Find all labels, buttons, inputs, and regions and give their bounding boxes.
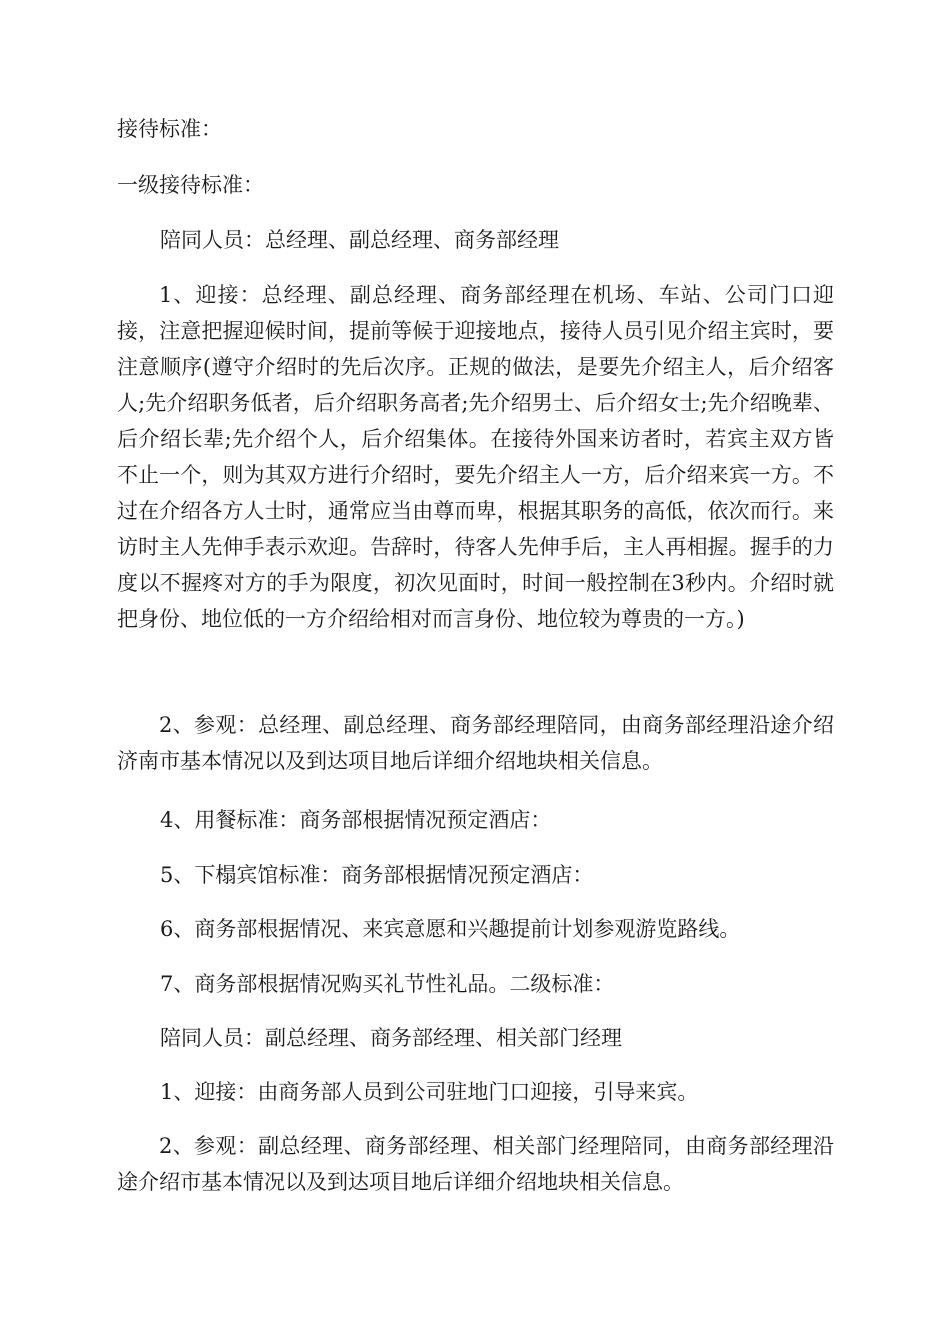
level2-item-visit: 2、参观：副总经理、商务部经理、相关部门经理陪同，由商务部经理沿途介绍市基本情况以及到达项目地后详细介绍地块相关信息。 [117, 1134, 834, 1194]
level1-heading: 一级接待标准： [117, 173, 264, 197]
level1-item-gifts: 7、商务部根据情况购买礼节性礼品。二级标准： [160, 972, 615, 996]
document-heading: 接待标准： [117, 117, 222, 141]
level1-accompany-line: 陪同人员：总经理、副总经理、商务部经理 [160, 228, 559, 252]
level2-accompany-line: 陪同人员：副总经理、商务部经理、相关部门经理 [160, 1026, 622, 1050]
level2-item-greeting: 1、迎接：由商务部人员到公司驻地门口迎接，引导来宾。 [160, 1080, 699, 1104]
level1-item-greeting: 1、迎接：总经理、副总经理、商务部经理在机场、车站、公司门口迎接，注意把握迎候时间，提前等候于迎接地点，接待人员引见介绍主宾时，要注意顺序(遵守介绍时的先后次序。正规的做法，是要先介绍主人，后介绍客人;先介绍职务低者，后介绍职务高者;先介绍男士、后介绍女士;先介绍晚辈、后介绍长辈;先介绍个人，后介绍集体。在接待外国来访者时，若宾主双方皆不止一个，则为其双方进行介绍时，要先介绍主人一方，后介绍来宾一方。不过在介绍各方人士时，通常应当由尊而卑，根据其职务的高低，依次而行。来访时主人先伸手表示欢迎。告辞时，待客人先伸手后，主人再相握。握手的力度以不握疼对方的手为限度，初次见面时，时间一般控制在3秒内。介绍时就把身份、地位低的一方介绍给相对而言身份、地位较为尊贵的一方。) [117, 283, 834, 631]
level1-item-hotel: 5、下榻宾馆标准：商务部根据情况预定酒店： [160, 863, 594, 887]
level1-item-dining: 4、用餐标准：商务部根据情况预定酒店： [160, 808, 552, 832]
level1-item-visit: 2、参观：总经理、副总经理、商务部经理陪同，由商务部经理沿途介绍济南市基本情况以及到达项目地后详细介绍地块相关信息。 [117, 713, 834, 773]
level1-item-route: 6、商务部根据情况、来宾意愿和兴趣提前计划参观游览路线。 [160, 917, 741, 941]
